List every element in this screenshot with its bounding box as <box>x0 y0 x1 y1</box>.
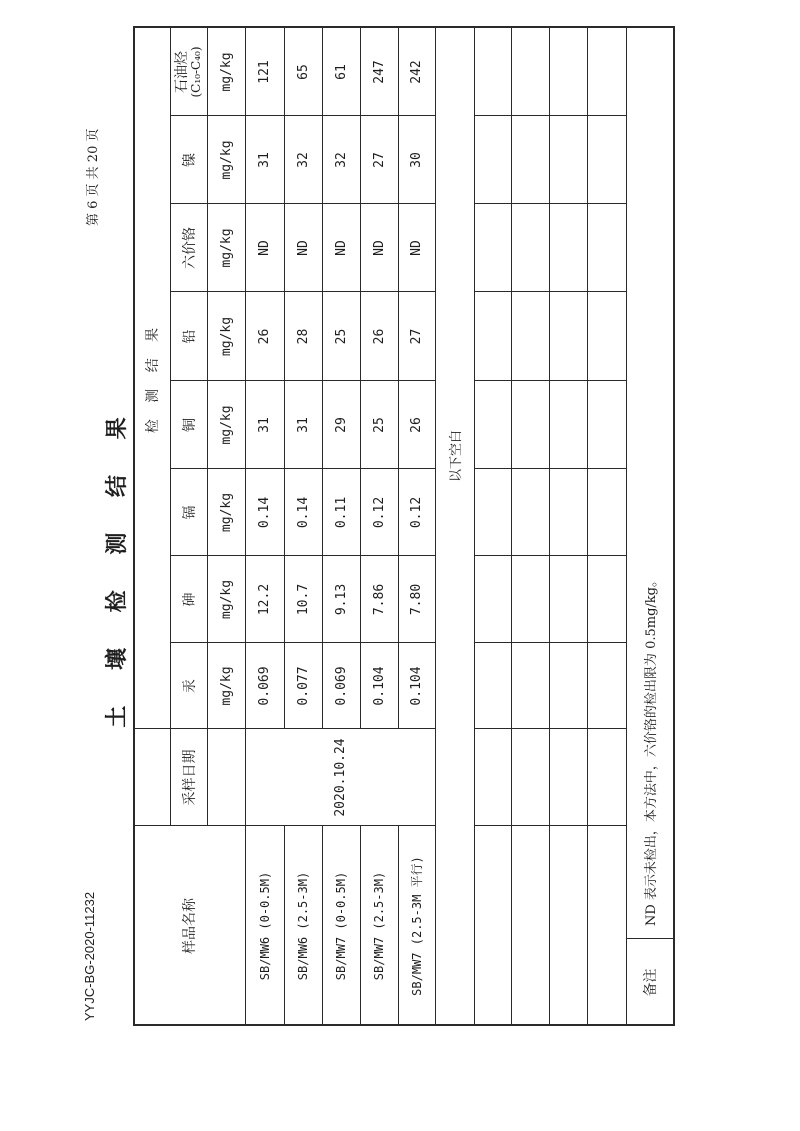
sample-date-header: 采样日期 <box>182 749 198 806</box>
page-info: 第 6 页 共 20 页 <box>86 128 101 226</box>
sample-name: SB/MW7 (2.5-3M) <box>372 871 386 981</box>
result-value: 28 <box>295 328 311 345</box>
param-header-petroleum-name: 石油烃 <box>173 51 190 93</box>
result-value: 32 <box>333 152 349 168</box>
param-header-mercury: 汞 <box>181 679 198 693</box>
result-value: 247 <box>371 60 387 84</box>
param-header-cadmium: 镉 <box>181 505 198 520</box>
result-value: 26 <box>409 417 424 433</box>
result-value: 30 <box>409 152 424 168</box>
result-value: 27 <box>409 328 424 345</box>
result-value: 0.14 <box>257 496 272 529</box>
result-value: 242 <box>409 60 424 84</box>
result-value: 61 <box>333 64 349 80</box>
param-header-copper: 铜 <box>181 418 198 432</box>
unit-cell: mg/kg <box>218 228 234 268</box>
unit-cell: mg/kg <box>218 52 234 92</box>
result-value: 0.104 <box>409 666 424 706</box>
result-value: ND <box>333 240 349 256</box>
result-value: 25 <box>333 328 349 345</box>
sample-name: SB/MW6 (2.5-3M) <box>296 871 310 981</box>
result-value: ND <box>371 240 387 256</box>
sample-name: SB/MW7 (2.5-3M 平行) <box>410 856 424 996</box>
result-value: 9.13 <box>333 583 349 616</box>
unit-cell: mg/kg <box>218 405 234 445</box>
result-value: 0.14 <box>295 496 311 529</box>
sample-name: SB/MW6 (0-0.5M) <box>257 871 272 981</box>
result-value: 32 <box>295 152 311 168</box>
result-value: ND <box>257 240 272 256</box>
result-value: 25 <box>371 417 387 433</box>
remarks-label: 备注 <box>642 968 659 997</box>
result-value: 0.069 <box>333 666 349 706</box>
result-value: 0.077 <box>295 666 311 706</box>
param-header-nickel: 镍 <box>181 153 198 167</box>
result-value: 31 <box>257 417 272 433</box>
result-value: 7.86 <box>371 583 387 616</box>
result-value: 29 <box>333 417 349 433</box>
unit-cell: mg/kg <box>218 316 234 357</box>
result-value: 12.2 <box>257 583 272 616</box>
result-value: 65 <box>295 64 311 80</box>
result-value: 0.11 <box>333 496 349 529</box>
result-value: 7.80 <box>409 583 424 616</box>
unit-cell: mg/kg <box>218 579 234 620</box>
result-value: 0.12 <box>409 496 424 529</box>
remarks-text: ND 表示未检出，本方法中，六价铬的检出限为 0.5mg/kg。 <box>644 574 659 926</box>
unit-cell: mg/kg <box>218 492 234 533</box>
results-table <box>133 26 675 1026</box>
result-value: ND <box>295 240 311 256</box>
sample-name: SB/MW7 (0-0.5M) <box>334 871 348 981</box>
results-group-header: 检 测 结 果 <box>144 321 161 434</box>
result-value: 0.104 <box>371 666 387 706</box>
param-header-petroleum-range: (C₁₀-C₄₀) <box>188 46 203 98</box>
result-value: 10.7 <box>295 583 311 616</box>
result-value: ND <box>409 240 424 256</box>
param-header-petroleum <box>170 28 207 116</box>
result-value: 31 <box>257 152 272 168</box>
sample-name-header: 样品名称 <box>182 898 198 954</box>
result-value: 0.069 <box>257 666 272 706</box>
result-value: 26 <box>257 328 272 345</box>
report-title: 土 壤 检 测 结 果 <box>104 403 130 728</box>
sample-date: 2020.10.24 <box>332 738 348 817</box>
result-value: 31 <box>295 417 311 433</box>
unit-cell: mg/kg <box>218 666 234 706</box>
param-header-chromium-vi: 六价铬 <box>181 227 198 269</box>
result-value: 0.12 <box>371 496 387 529</box>
blank-note: 以下空白 <box>449 430 464 483</box>
result-value: 26 <box>371 328 387 345</box>
result-value: 27 <box>371 152 387 168</box>
unit-cell: mg/kg <box>218 140 234 180</box>
report-number: YYJC-BG-2020-11232 <box>82 891 97 1021</box>
result-value: 121 <box>257 60 272 84</box>
param-header-arsenic: 砷 <box>181 592 198 607</box>
param-header-lead: 铅 <box>181 329 198 344</box>
